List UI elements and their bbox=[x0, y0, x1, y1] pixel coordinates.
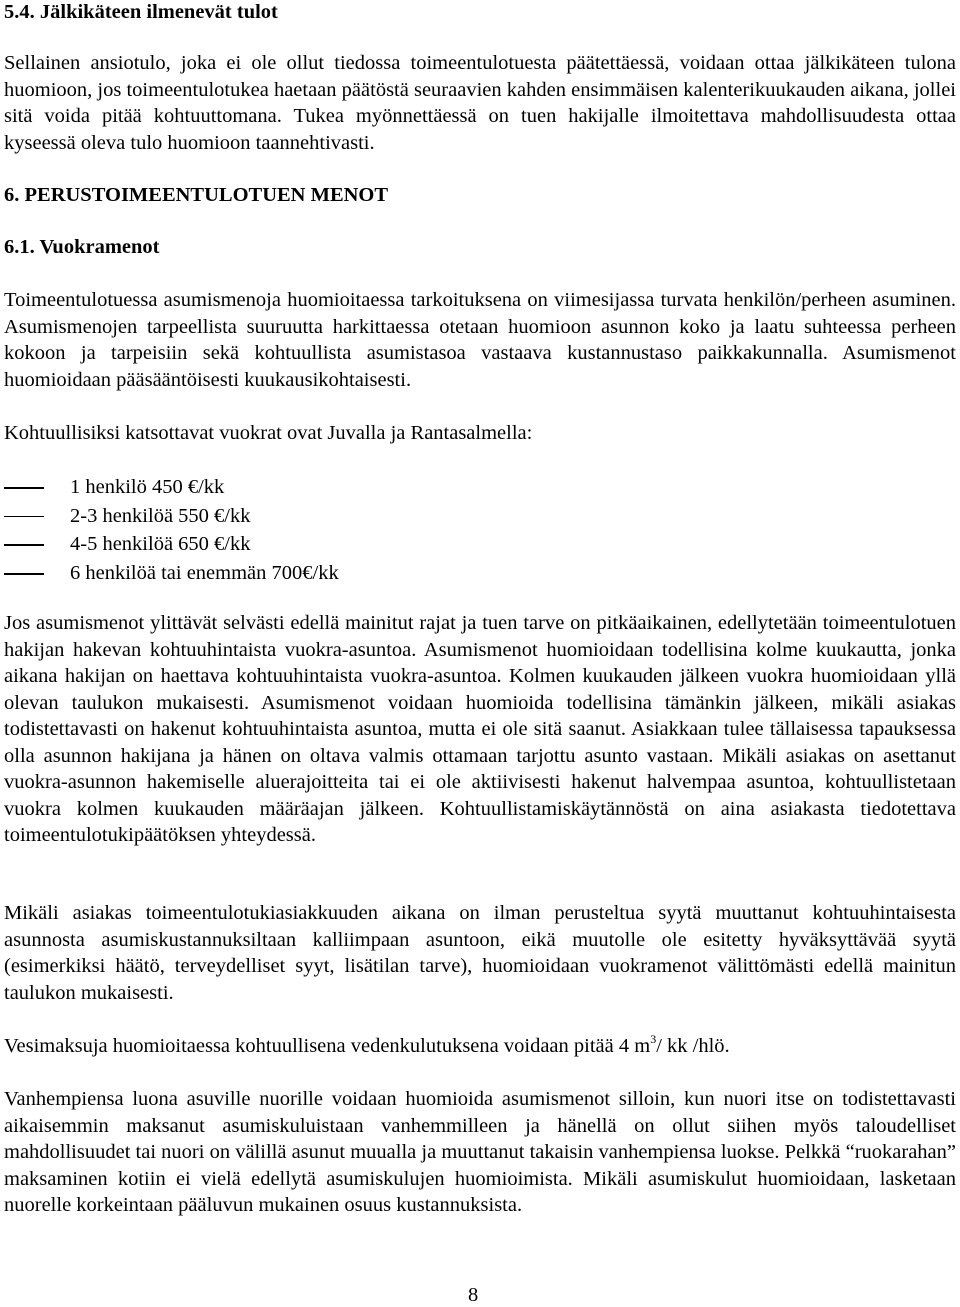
dash-bullet bbox=[4, 516, 44, 518]
page-number: 8 bbox=[468, 1284, 479, 1306]
list-item: 4-5 henkilöä 650 €/kk bbox=[4, 530, 956, 559]
list-item: 1 henkilö 450 €/kk bbox=[4, 473, 956, 502]
paragraph-water: Vesimaksuja huomioitaessa kohtuullisena vedenkulutuksena voidaan pitää 4 $m^3/$ kk /hlö. bbox=[4, 1032, 730, 1057]
heading-5-4: 5.4. Jälkikäteen ilmenevät tulot bbox=[4, 1, 278, 23]
list-item: 2-3 henkilöä 550 €/kk bbox=[4, 502, 956, 531]
paragraph-high-rent: Jos asumismenot ylittävät selvästi edellä mainitut rajat ja tuen tarve on pitkäaikainen, edellytetään toimeentulotuen hakijan hakevan kohtuuhintaista vuokra-asuntoa. Asumismenot huomioidaan todellisina kolme kuukautta, jonka aikana hakijan on haettava kohtuuhintaista vuokra-asuntoa. Kolmen kuukauden jälkeen vuokra huomioidaan yllä olevan taulukon mukaisesti. Asumismenot voidaan huomioida todellisina tämänkin jälkeen, mikäli asiakas todistettavasti on hakenut kohtuuhintaista asuntoa, mutta ei ole sitä saanut. Asiakkaan tulee tällaisessa tapauksessa olla asunnon hakijana ja hänen on oltava valmis ottamaan tarjottu asunto vastaan. Mikäli asiakas on asettanut vuokra-asunnon hakemiselle aluerajoitteita tai ei ole aktiivisesti hakenut halvempaa asuntoa, kohtuullistetaan vuokra kolmen kuukauden määräajan jälkeen. Kohtuullistamiskäytännöstä on aina asiakasta tiedotettava toimeentulotukipäätöksen yhteydessä. bbox=[4, 612, 956, 846]
heading-6-1: 6.1. Vuokramenot bbox=[4, 236, 160, 258]
paragraph-youth: Vanhempiensa luona asuville nuorille voidaan huomioida asumismenot silloin, kun nuori itse on todistettavasti aikaisemmin maksanut asumiskuluistaan vanhemmilleen ja hänellä on ollut siihen myös taloudelliset mahdollisuudet tai nuori on välillä asunut muualla ja muuttanut takaisin vanhempiensa luokse. Pelkkä “ruokarahan” maksaminen kotiin ei vielä edellytä asumiskulujen huomioimista. Mikäli asumiskulut huomioidaan, lasketaan nuorelle korkeintaan pääluvun mukainen osuus kustannuksista. bbox=[4, 1088, 956, 1216]
list-item: 6 henkilöä tai enemmän 700€/kk bbox=[4, 559, 956, 588]
rents-intro: Kohtuullisiksi katsottavat vuokrat ovat Juvalla ja Rantasalmella: bbox=[4, 422, 533, 444]
dash-bullet bbox=[4, 544, 44, 546]
paragraph-6-1-intro: Toimeentulotuessa asumismenoja huomioitaessa tarkoituksena on viimesijassa turvata henkilön/perheen asuminen. Asumismenojen tarpeellista suuruutta harkittaessa otetaan huomioon asunnon koko ja laatu suhteessa perheen kokoon ja tarpeisiin sekä kohtuullista asumistasoa vastaava kustannustaso paikkakunnalla. Asumismenot huomioidaan pääsääntöisesti kuukausikohtaisesti. bbox=[4, 289, 956, 391]
heading-6: 6. PERUSTOIMEENTULOTUEN MENOT bbox=[4, 184, 389, 206]
dash-bullet bbox=[4, 487, 44, 489]
rent-list bbox=[4, 473, 956, 588]
dash-bullet bbox=[4, 573, 44, 575]
paragraph-5-4: Sellainen ansiotulo, joka ei ole ollut tiedossa toimeentulotuesta päätettäessä, voidaan ottaa jälkikäteen tulona huomioon, jos toimeentulotukea haetaan päätöstä seuraavien kahden ensimmäisen kalenterikuukauden aikana, jollei sitä voida pitää kohtuuttomana. Tukea myönnettäessä on tuen hakijalle ilmoitettava mahdollisuudesta ottaa kyseessä oleva tulo huomioon taannehtivasti. bbox=[4, 52, 956, 154]
paragraph-moving: Mikäli asiakas toimeentulotukiasiakkuuden aikana on ilman perusteltua syytä muuttanut kohtuuhintaisesta asunnosta asumiskustannuksiltaan kalliimpaan asuntoon, eikä muutolle ole esitetty hyväksyttävää syytä (esimerkiksi häätö, terveydelliset syyt, lisätilan tarve), huomioidaan vuokramenot välittömästi edellä mainitun taulukon mukaisesti. bbox=[4, 902, 956, 1004]
superscript: 3 bbox=[650, 1032, 657, 1047]
